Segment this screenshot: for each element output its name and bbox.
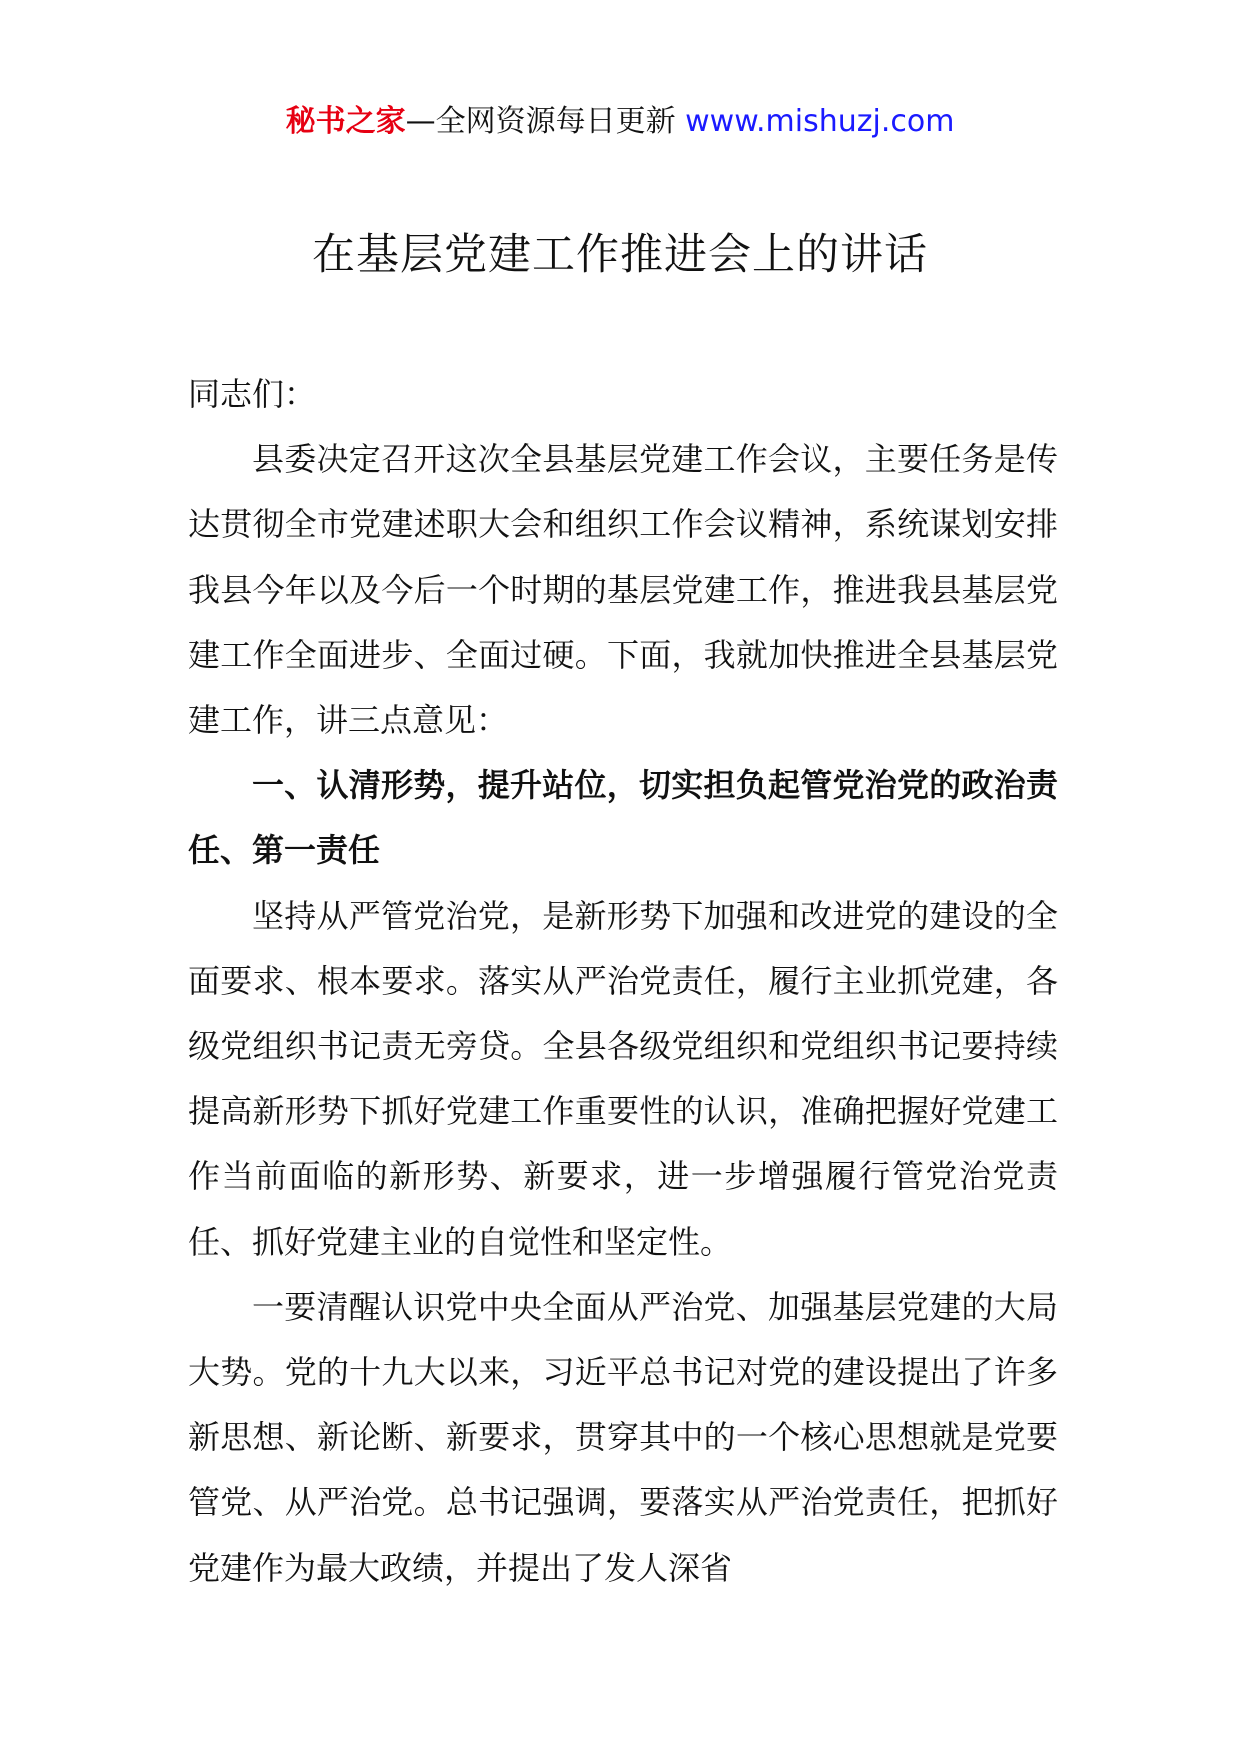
document-body [188,362,1058,1601]
site-tagline: —全网资源每日更新 [405,104,676,139]
paragraph-body: 坚持从严管党治党，是新形势下加强和改进党的建设的全面要求、根本要求。落实从严治党责任，履行主业抓党建，各级党组织书记责无旁贷。全县各级党组织和党组织书记要持续提高新形势下抓好党建工作重要性的认识，准确把握好党建工作当前面临的新形势、新要求，进一步增强履行管党治党责任、抓好党建主业的自觉性和坚定性。 [188,896,1058,1261]
document-title: 在基层党建工作推进会上的讲话 [312,230,928,280]
site-header [0,100,1240,144]
paragraph-intro: 县委决定召开这次全县基层党建工作会议，主要任务是传达贯彻全市党建述职大会和组织工作会议精神，系统谋划安排我县今年以及今后一个时期的基层党建工作，推进我县基层党建工作全面进步、全面过硬。下面，我就加快推进全县基层党建工作，讲三点意见： [188,440,1058,740]
section-heading-1: 一、认清形势，提升站位，切实担负起管党治党的政治责任、第一责任 [188,766,1058,870]
site-url-link[interactable]: www.mishuzj.com [685,104,955,139]
salutation: 同志们： [188,375,317,413]
paragraph-body: 一要清醒认识党中央全面从严治党、加强基层党建的大局大势。党的十九大以来，习近平总书记对党的建设提出了许多新思想、新论断、新要求，贯穿其中的一个核心思想就是党要管党、从严治党。总书记强调，要落实从严治党责任，把抓好党建作为最大政绩，并提出了发人深省 [188,1287,1058,1587]
site-brand: 秘书之家 [285,104,406,139]
